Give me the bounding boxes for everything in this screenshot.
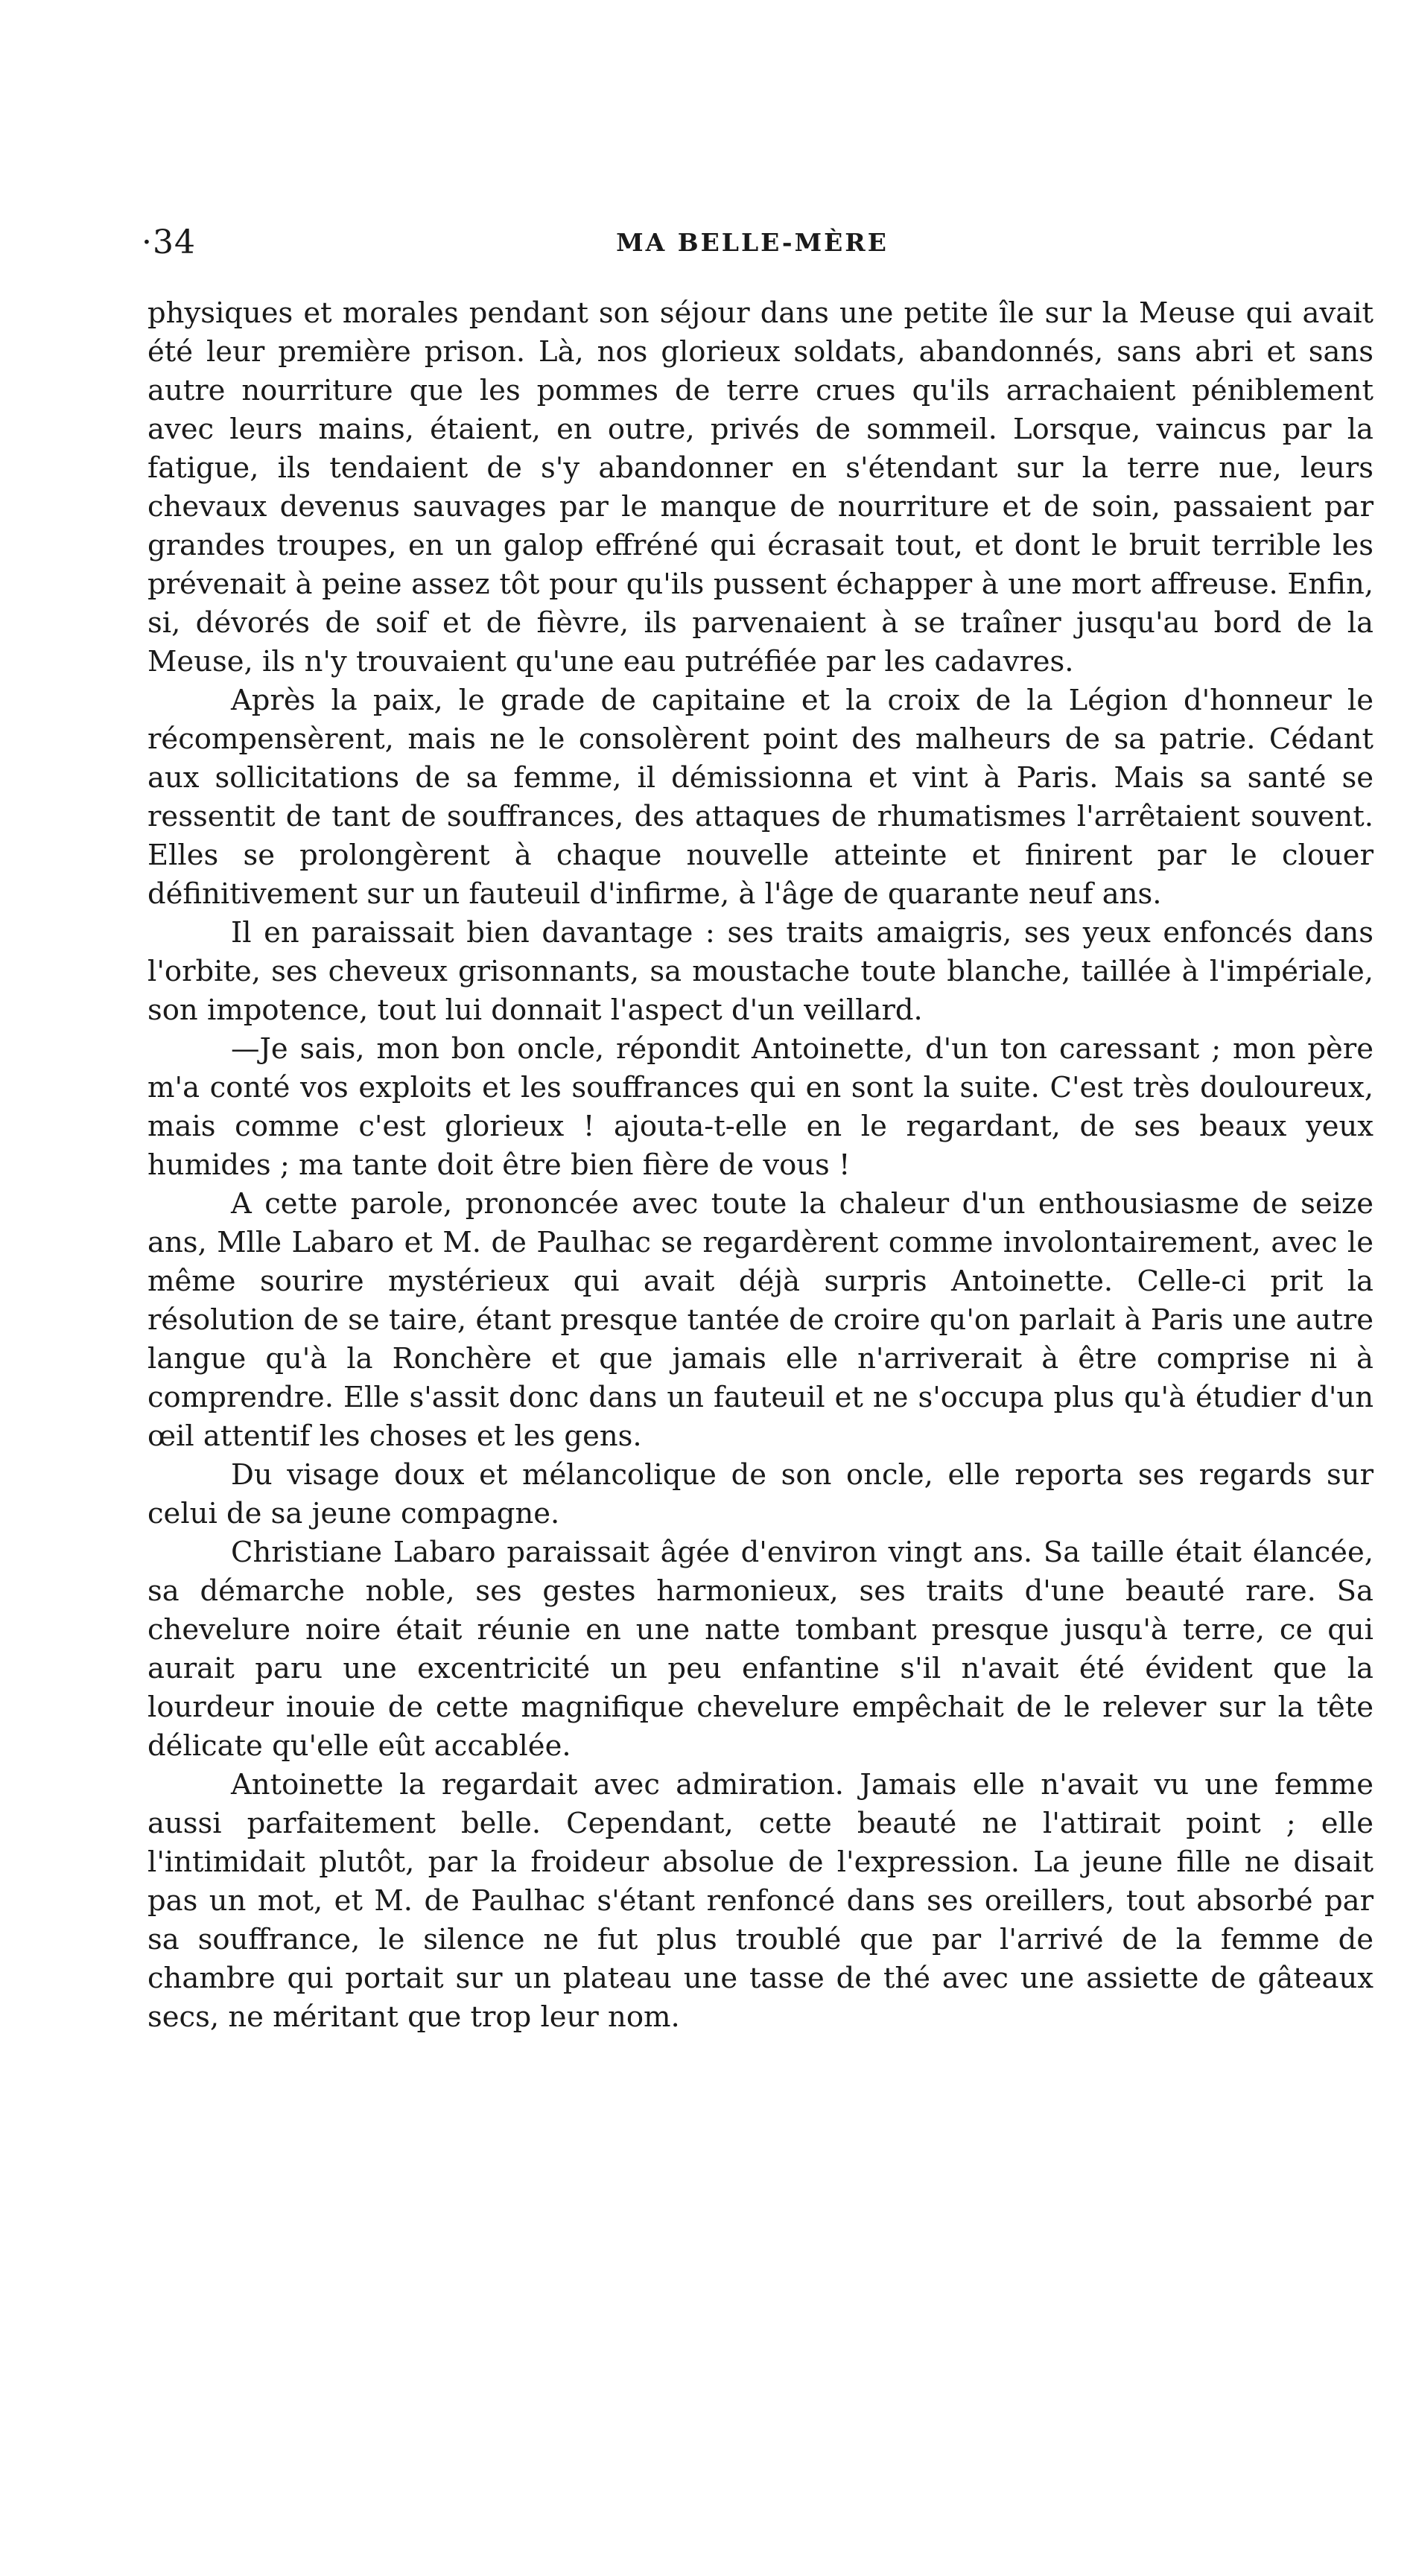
paragraph: A cette parole, prononcée avec toute la chaleur d'un enthousiasme de seize ans, Mlle Labaro et M. de Paulhac se regardèrent comme involontairement, avec le même sourire mystérieux qui avait déjà surpris Antoinette. Celle-ci prit la résolution de se taire, étant presque tantée de croire qu'on parlait à Paris une autre langue qu'à la Ronchère et que jamais elle n'arriverait à être comprise ni à comprendre. Elle s'assit donc dans un fauteuil et ne s'occupa plus qu'à étudier d'un œil attentif les choses et les gens. [147,1187,1374,1453]
paragraph: Antoinette la regardait avec admiration. Jamais elle n'avait vu une femme aussi parfaitement belle. Cependant, cette beauté ne l'attirait point ; elle l'intimidait plutôt, par la froideur absolue de l'expression. La jeune fille ne disait pas un mot, et M. de Paulhac s'étant renfoncé dans ses oreillers, tout absorbé par sa souffrance, le silence ne fut plus troublé que par l'arrivé de la femme de chambre qui portait sur un plateau une tasse de thé avec une assiette de gâteaux secs, ne méritant que trop leur nom. [147,1768,1374,2034]
paragraph: Après la paix, le grade de capitaine et la croix de la Légion d'honneur le récompensèrent, mais ne le consolèrent point des malheurs de sa patrie. Cédant aux sollicitations de sa femme, il démissionna et vint à Paris. Mais sa santé se ressentit de tant de souffrances, des attaques de rhumatismes l'arrêtaient souvent. Elles se prolongèrent à chaque nouvelle atteinte et finirent par le clouer définitivement sur un fauteuil d'infirme, à l'âge de quarante neuf ans. [147,684,1374,911]
body-text [147,294,1374,2037]
paragraph: physiques et morales pendant son séjour dans une petite île sur la Meuse qui avait été leur première prison. Là, nos glorieux soldats, abandonnés, sans abri et sans autre nourriture que les pommes de terre crues qu'ils arrachaient péniblement avec leurs mains, étaient, en outre, privés de sommeil. Lorsque, vaincus par la fatigue, ils tendaient de s'y abandonner en s'étendant sur la terre nue, leurs chevaux devenus sauvages par le manque de nourriture et de soin, passaient par grandes troupes, en un galop effréné qui écrasait tout, et dont le bruit terrible les prévenait à peine assez tôt pour qu'ils pussent échapper à une mort affreuse. Enfin, si, dévorés de soif et de fièvre, ils parvenaient à se traîner jusqu'au bord de la Meuse, ils n'y trouvaient qu'une eau putréfiée par les cadavres. [147,296,1374,678]
page-number: ·34 [142,223,196,261]
running-title: MA BELLE-MÈRE [616,228,889,257]
paragraph: Christiane Labaro paraissait âgée d'environ vingt ans. Sa taille était élancée, sa démarche noble, ses gestes harmonieux, ses traits d'une beauté rare. Sa chevelure noire était réunie en une natte tombant presque jusqu'à terre, ce qui aurait paru une excentricité un peu enfantine s'il n'avait été évident que la lourdeur inouie de cette magnifique chevelure empêchait de le relever sur la tête délicate qu'elle eût accablée. [147,1536,1374,1763]
paragraph: Il en paraissait bien davantage : ses traits amaigris, ses yeux enfoncés dans l'orbite, ses cheveux grisonnants, sa moustache toute blanche, taillée à l'impériale, son impotence, tout lui donnait l'aspect d'un veillard. [147,916,1374,1027]
paragraph: Du visage doux et mélancolique de son oncle, elle reporta ses regards sur celui de sa jeune compagne. [147,1458,1374,1530]
paragraph: —Je sais, mon bon oncle, répondit Antoinette, d'un ton caressant ; mon père m'a conté vos exploits et les souffrances qui en sont la suite. C'est très douloureux, mais comme c'est glorieux ! ajouta-t-elle en le regardant, de ses beaux yeux humides ; ma tante doit être bien fière de vous ! [147,1032,1374,1182]
page-header [142,223,1363,268]
